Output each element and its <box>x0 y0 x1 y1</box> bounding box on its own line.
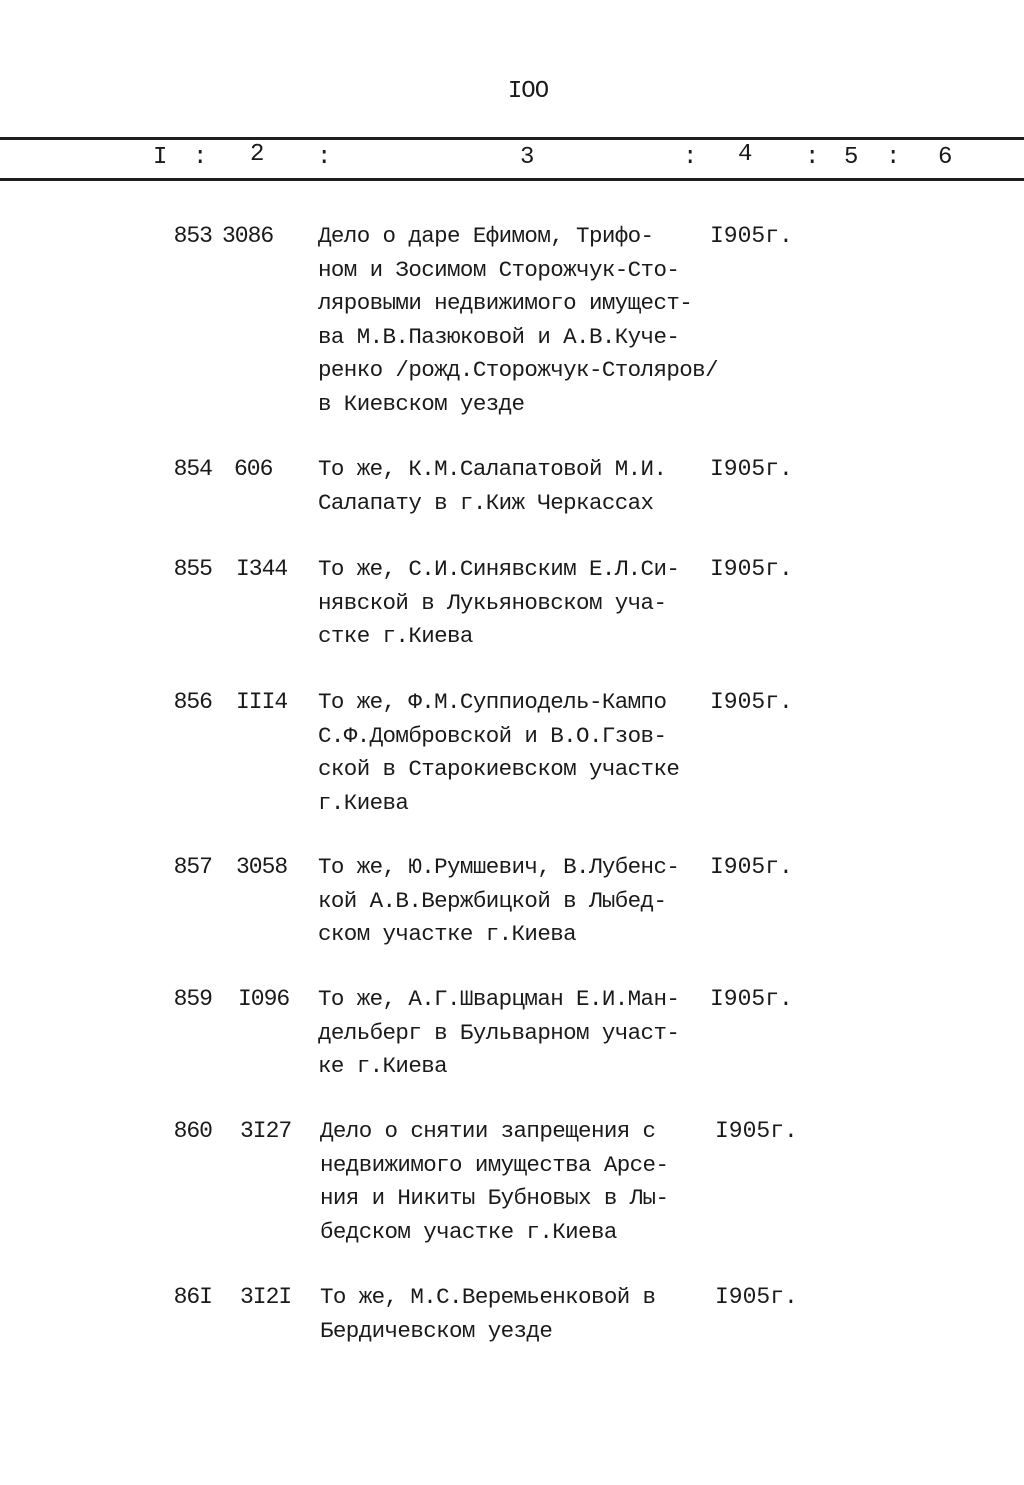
description-line: нявской в Лукьяновском уча- <box>318 589 667 616</box>
entry-year: I905г. <box>710 556 793 582</box>
description-line: бедском участке г.Киева <box>320 1218 617 1245</box>
entry-number: 854 <box>173 456 212 482</box>
column-header-3: 3 <box>520 144 535 171</box>
description-line: То же, М.С.Веремьенковой в <box>320 1284 656 1310</box>
entry-number: 856 <box>173 689 212 715</box>
header-rule-top <box>0 137 1024 140</box>
description-line: ном и Зосимом Сторожчук-Сто- <box>318 256 680 283</box>
entry-year: I905г. <box>710 986 793 1012</box>
entry-year: I905г. <box>710 223 793 249</box>
entry-file-number: I096 <box>238 986 290 1012</box>
column-header-2: 2 <box>250 141 265 168</box>
entry-description <box>318 851 718 952</box>
entry-description <box>320 1115 720 1249</box>
description-line: То же, К.М.Салапатовой М.И. <box>318 456 667 482</box>
description-line: То же, А.Г.Шварцман Е.И.Ман- <box>318 986 680 1012</box>
column-header-5: 5 <box>844 144 859 171</box>
description-line: г.Киева <box>318 789 409 816</box>
entry-number: 860 <box>173 1118 212 1144</box>
entry-number: 855 <box>173 556 212 582</box>
entry-file-number: 3086 <box>222 223 274 249</box>
description-line: ва М.В.Пазюковой и А.В.Куче- <box>318 323 680 350</box>
entry-year: I905г. <box>710 689 793 715</box>
description-line: в Киевском уезде <box>318 390 525 417</box>
column-separator: : <box>683 144 698 171</box>
description-line: дельберг в Бульварном участ- <box>318 1019 680 1046</box>
description-line: То же, С.И.Синявским Е.Л.Си- <box>318 556 680 582</box>
column-header-4: 4 <box>738 141 753 168</box>
entry-description <box>320 1281 720 1348</box>
entry-number: 859 <box>173 986 212 1012</box>
entry-year: I905г. <box>715 1118 798 1144</box>
entry-file-number: 3058 <box>236 854 288 880</box>
entry-description <box>318 983 718 1084</box>
entry-file-number: I344 <box>236 556 288 582</box>
page-number: IOO <box>507 78 549 105</box>
description-line: То же, Ф.М.Суппиодель-Кампо <box>318 689 667 715</box>
description-line: Дело о снятии запрещения с <box>320 1118 656 1144</box>
description-line: кой А.В.Вержбицкой в Лыбед- <box>318 887 667 914</box>
description-line: То же, Ю.Румшевич, В.Лубенс- <box>318 854 680 880</box>
entry-file-number: 606 <box>234 456 273 482</box>
entry-description <box>318 220 718 421</box>
entry-file-number: 3I2I <box>240 1284 292 1310</box>
description-line: ском участке г.Киева <box>318 921 577 947</box>
column-separator: : <box>193 144 208 171</box>
header-rule-bottom <box>0 178 1024 181</box>
description-line: ренко /рожд.Сторожчук-Столяров/ <box>318 357 718 383</box>
entry-file-number: III4 <box>236 689 288 715</box>
description-line: Бердичевском уезде <box>320 1317 553 1344</box>
entry-description <box>318 453 718 520</box>
column-header-6: 6 <box>938 144 953 171</box>
description-line: Дело о даре Ефимом, Трифо- <box>318 223 654 249</box>
description-line: ской в Старокиевском участке <box>318 756 680 782</box>
entry-description <box>318 553 718 654</box>
description-line: стке г.Киева <box>318 623 473 649</box>
entry-number: 857 <box>173 854 212 880</box>
column-header-1: I <box>153 144 168 171</box>
description-line: С.Ф.Домбровской и В.О.Гзов- <box>318 722 667 749</box>
entry-file-number: 3I27 <box>240 1118 292 1144</box>
entry-number: 853 <box>173 223 212 249</box>
column-separator: : <box>317 144 332 171</box>
column-separator: : <box>886 144 901 171</box>
column-separator: : <box>805 144 820 171</box>
description-line: ния и Никиты Бубновых в Лы- <box>320 1185 669 1211</box>
entry-number: 86I <box>173 1284 212 1310</box>
description-line: ляровыми недвижимого имущест- <box>318 290 693 316</box>
description-line: Салапату в г.Киж Черкассах <box>318 489 654 516</box>
description-line: ке г.Киева <box>318 1053 448 1079</box>
entry-year: I905г. <box>710 854 793 880</box>
description-line: недвижимого имущества Арсе- <box>320 1151 669 1178</box>
entry-year: I905г. <box>715 1284 798 1310</box>
entry-year: I905г. <box>710 456 793 482</box>
entry-description <box>318 686 718 820</box>
